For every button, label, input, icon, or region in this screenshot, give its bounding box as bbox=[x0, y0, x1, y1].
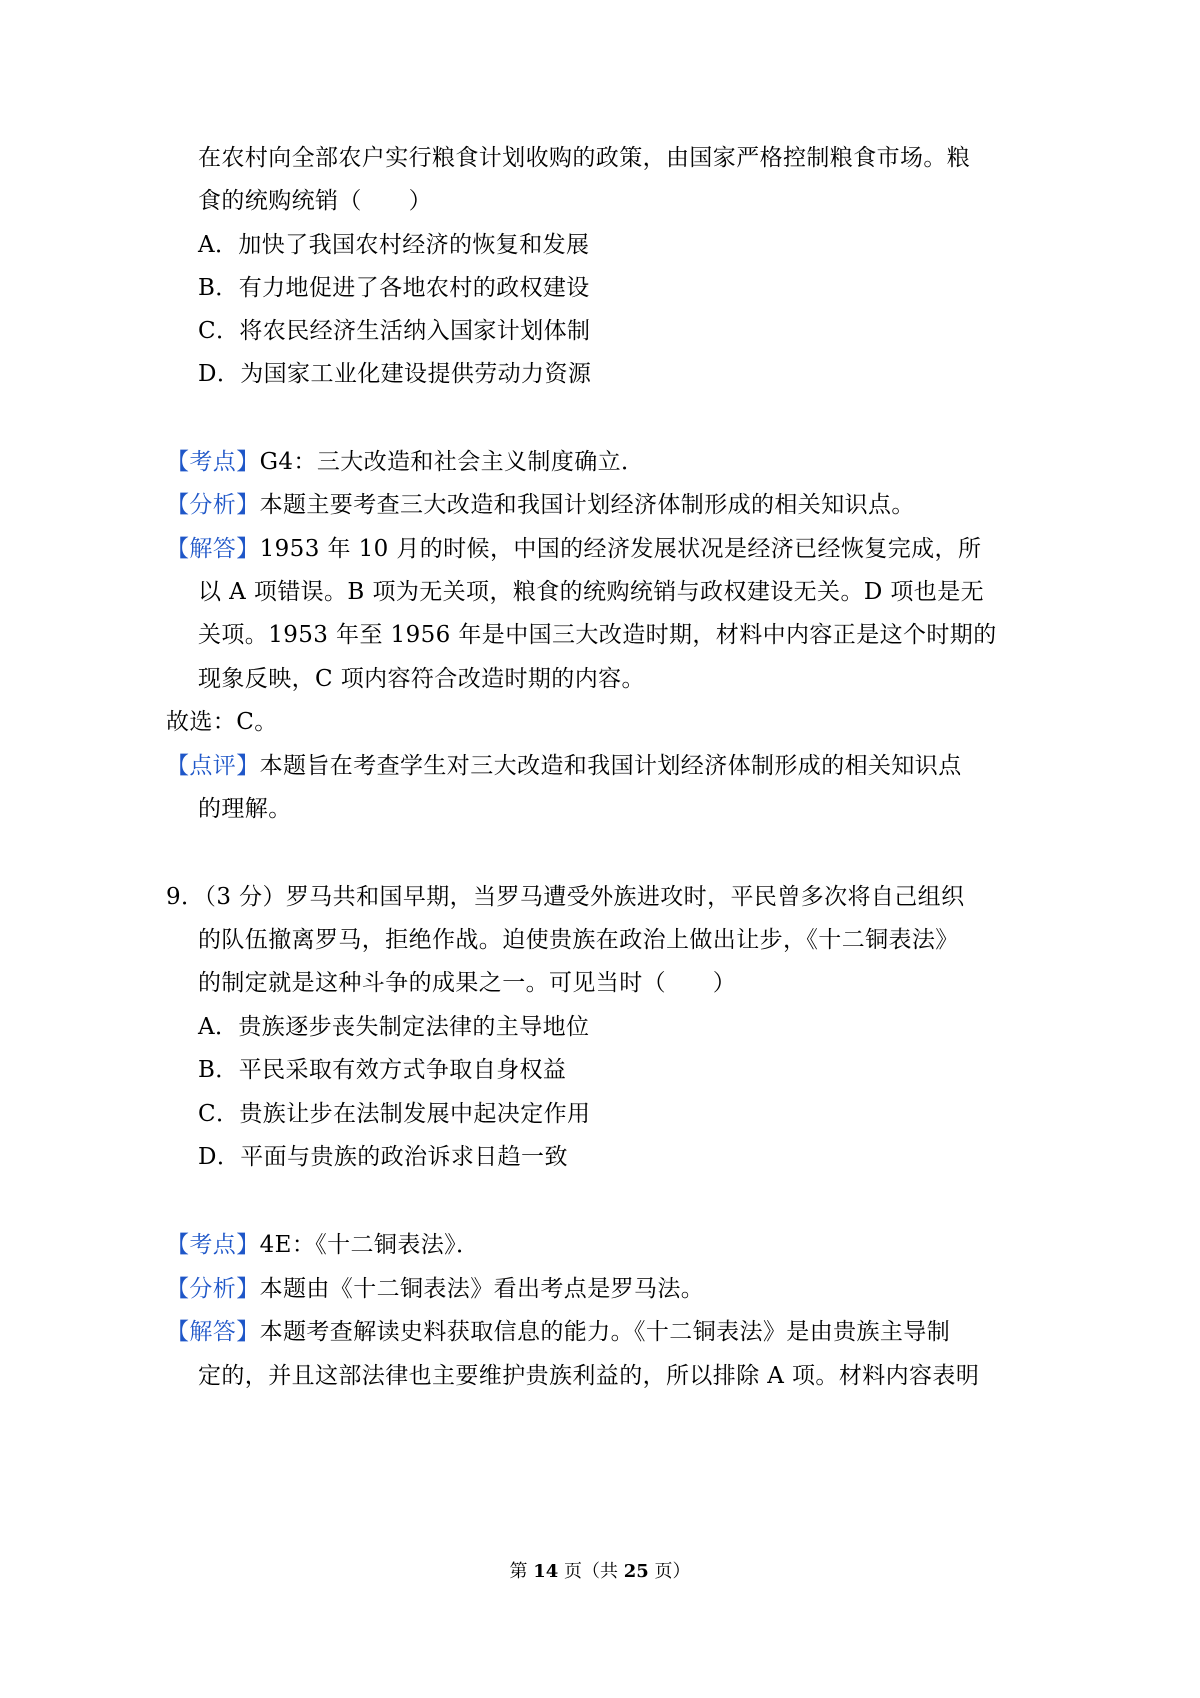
fenxi-text: 本题由《十二铜表法》看出考点是罗马法。 bbox=[259, 1276, 705, 1302]
jieda-line bbox=[166, 1317, 950, 1347]
kaodian-text: 4E：《十二铜表法》． bbox=[259, 1232, 480, 1258]
page-number: 14 bbox=[533, 1561, 559, 1582]
question-stem-line: 在农村向全部农户实行粮食计划收购的政策，由国家严格控制粮食市场。粮 bbox=[198, 145, 971, 171]
dianping-cont-line: 的理解。 bbox=[198, 796, 292, 822]
option-a: A．贵族逐步丧失制定法律的主导地位 bbox=[198, 1014, 590, 1040]
fenxi-line bbox=[166, 490, 915, 520]
kaodian-tag: 【考点】 bbox=[166, 449, 260, 475]
kaodian-line bbox=[166, 447, 644, 477]
option-c: C．贵族让步在法制发展中起决定作用 bbox=[198, 1101, 591, 1127]
question-stem-line: 9．（3 分）罗马共和国早期，当罗马遭受外族进攻时，平民曾多次将自己组织 bbox=[166, 884, 965, 910]
option-c: C．将农民经济生活纳入国家计划体制 bbox=[198, 318, 591, 344]
option-d: D．平面与贵族的政治诉求日趋一致 bbox=[198, 1144, 568, 1170]
fenxi-text: 本题主要考查三大改造和我国计划经济体制形成的相关知识点。 bbox=[259, 492, 915, 518]
option-a: A．加快了我国农村经济的恢复和发展 bbox=[198, 232, 590, 258]
footer-suffix: 页） bbox=[648, 1561, 691, 1582]
fenxi-line bbox=[166, 1274, 704, 1304]
dianping-line bbox=[166, 751, 962, 781]
question-stem-line: 的制定就是这种斗争的成果之一。可见当时（ ） bbox=[198, 970, 737, 996]
option-d: D．为国家工业化建设提供劳动力资源 bbox=[198, 361, 592, 387]
jieda-text: 本题考查解读史料获取信息的能力。《十二铜表法》是由贵族主导制 bbox=[259, 1319, 951, 1345]
jieda-cont-line: 以 A 项错误。B 项为无关项，粮食的统购统销与政权建设无关。D 项也是无 bbox=[198, 579, 984, 605]
dianping-text: 本题旨在考查学生对三大改造和我国计划经济体制形成的相关知识点 bbox=[259, 753, 962, 779]
jieda-cont-line: 关项。1953 年至 1956 年是中国三大改造时期，材料中内容正是这个时期的 bbox=[198, 622, 997, 648]
footer-middle: 页（共 bbox=[558, 1561, 624, 1582]
kaodian-tag: 【考点】 bbox=[166, 1232, 260, 1258]
jieda-line bbox=[166, 534, 981, 564]
fenxi-tag: 【分析】 bbox=[166, 492, 260, 518]
jieda-cont-line: 定的，并且这部法律也主要维护贵族利益的，所以排除 A 项。材料内容表明 bbox=[198, 1363, 980, 1389]
jieda-text: 1953 年 10 月的时候，中国的经济发展状况是经济已经恢复完成，所 bbox=[259, 536, 982, 562]
kaodian-line bbox=[166, 1230, 479, 1260]
question-stem-line: 食的统购统销（ ） bbox=[198, 188, 432, 214]
jieda-tag: 【解答】 bbox=[166, 536, 260, 562]
question-stem-line: 的队伍撤离罗马，拒绝作战。迫使贵族在政治上做出让步，《十二铜表法》 bbox=[198, 927, 959, 953]
option-b: B．有力地促进了各地农村的政权建设 bbox=[198, 275, 590, 301]
footer-prefix: 第 bbox=[509, 1561, 534, 1582]
answer-line: 故选：C。 bbox=[166, 709, 278, 735]
jieda-tag: 【解答】 bbox=[166, 1319, 260, 1345]
kaodian-text: G4：三大改造和社会主义制度确立． bbox=[259, 449, 645, 475]
page-footer bbox=[0, 1560, 1200, 1584]
fenxi-tag: 【分析】 bbox=[166, 1276, 260, 1302]
total-pages: 25 bbox=[623, 1561, 649, 1582]
dianping-tag: 【点评】 bbox=[166, 753, 260, 779]
jieda-cont-line: 现象反映，C 项内容符合改造时期的内容。 bbox=[198, 666, 645, 692]
option-b: B．平民采取有效方式争取自身权益 bbox=[198, 1057, 567, 1083]
